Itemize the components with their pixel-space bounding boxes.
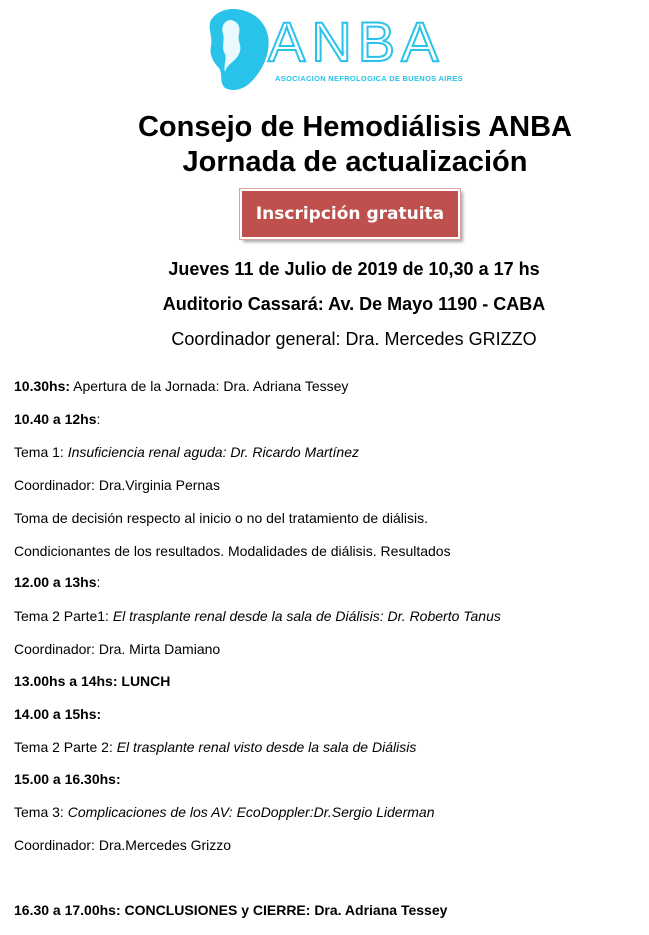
program-item	[14, 738, 416, 756]
program-item	[14, 542, 451, 560]
program-text: :	[96, 574, 101, 590]
program-text: Coordinador: Dra.Virginia Pernas	[14, 477, 220, 493]
program-time: 10.40 a 12hs	[14, 411, 97, 427]
program-item	[14, 509, 428, 527]
program-item	[14, 476, 220, 494]
program-time: 10.30hs:	[14, 378, 71, 394]
program-item	[14, 901, 447, 919]
program-item	[14, 803, 434, 821]
program-item	[14, 672, 170, 690]
program-time: 13.00hs a 14hs: LUNCH	[14, 673, 171, 689]
program-item	[14, 443, 359, 461]
program-item	[14, 573, 100, 591]
program-time: 16.30 a 17.00hs: CONCLUSIONES y CIERRE: Dra. Adriana Tessey	[14, 902, 448, 918]
general-coordinator: Coordinador general: Dra. Mercedes GRIZZO	[171, 329, 537, 349]
program-item	[14, 607, 501, 625]
program-topic: El trasplante renal desde la sala de Diálisis: Dr. Roberto Tanus	[112, 608, 501, 624]
program-time: 15.00 a 16.30hs:	[14, 771, 121, 787]
logo-subtitle: ASOCIACION NEFROLOGICA DE BUENOS AIRES	[275, 74, 463, 83]
program-time: 12.00 a 13hs	[14, 574, 97, 590]
program-topic: El trasplante renal visto desde la sala de Diálisis	[116, 739, 417, 755]
program-text: Coordinador: Dra.Mercedes Grizzo	[14, 837, 232, 853]
program-text: Toma de decisión respecto al inicio o no del tratamiento de diálisis.	[14, 510, 429, 526]
program-topic: Insuficiencia renal aguda: Dr. Ricardo Martínez	[67, 444, 359, 460]
program-text: Condicionantes de los resultados. Modalidades de diálisis. Resultados	[14, 543, 451, 559]
program-topic: Complicaciones de los AV: EcoDoppler:Dr.Sergio Liderman	[67, 804, 435, 820]
program-label: Tema 2 Parte 2:	[14, 739, 117, 755]
program-item	[14, 640, 220, 658]
program-item	[14, 377, 348, 395]
program-item	[14, 770, 121, 788]
logo-wordmark: ANBA	[268, 10, 445, 73]
program-time: 14.00 a 15hs:	[14, 706, 102, 722]
program-item	[14, 705, 101, 723]
program-item	[14, 410, 100, 428]
event-venue: Auditorio Cassará: Av. De Mayo 1190 - CABA	[162, 294, 546, 314]
page-title: Consejo de Hemodiálisis ANBA	[137, 111, 572, 143]
registration-badge: Inscripción gratuita	[240, 189, 460, 239]
program-label: Tema 2 Parte1:	[14, 608, 113, 624]
program-text: :	[96, 411, 101, 427]
event-date: Jueves 11 de Julio de 2019 de 10,30 a 17 hs	[168, 259, 540, 279]
program-text: Apertura de la Jornada: Dra. Adriana Tessey	[70, 378, 349, 394]
program-item	[14, 836, 231, 854]
program-label: Tema 3:	[14, 804, 68, 820]
buenos-aires-province-icon	[203, 6, 273, 94]
program-label: Tema 1:	[14, 444, 68, 460]
program-text: Coordinador: Dra. Mirta Damiano	[14, 641, 221, 657]
page-subtitle: Jornada de actualización	[182, 146, 528, 178]
